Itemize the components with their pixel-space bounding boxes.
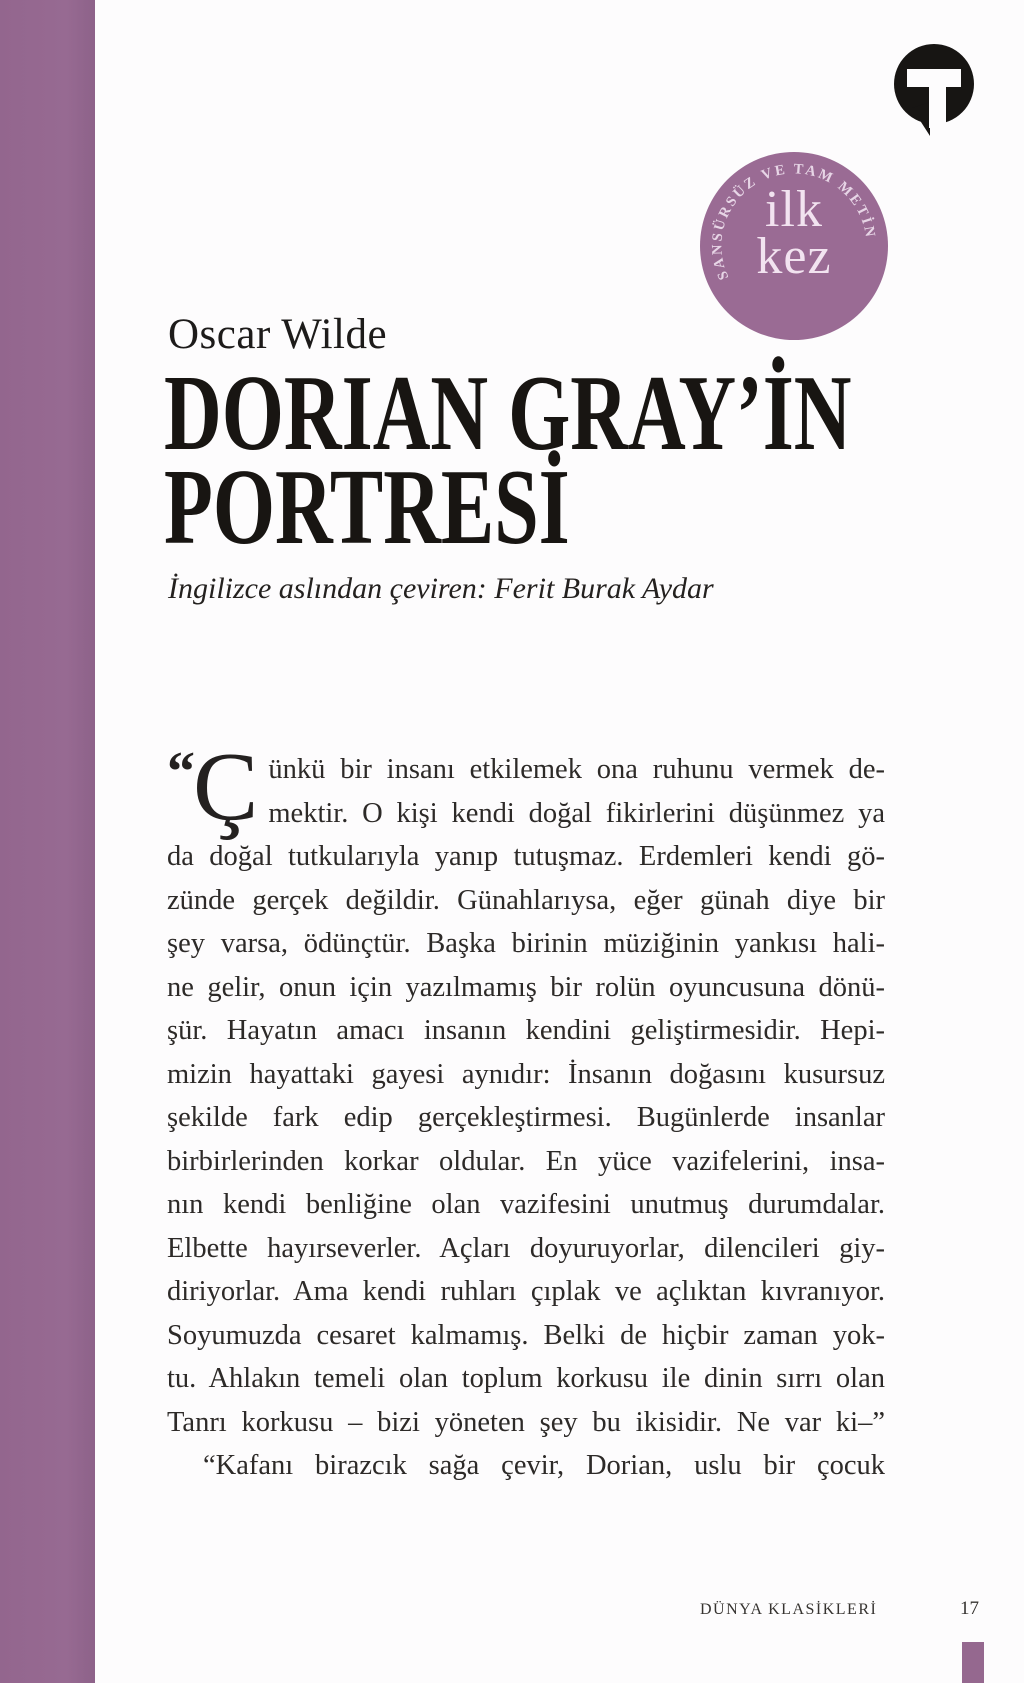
body-line: tu. Ahlakın temeli olan toplum korkusu ile dinin sırrı olan xyxy=(167,1363,885,1394)
body-line: şey varsa, ödünçtür. Başka birinin müziğinin yankısı hali- xyxy=(167,928,885,959)
drop-cap-letter: Ç xyxy=(193,733,259,841)
publisher-logo-icon xyxy=(892,42,976,138)
body-line: ne gelir, onun için yazılmamış bir rolün oyuncusuna dönü- xyxy=(167,971,885,1003)
spine-accent-bar xyxy=(0,0,95,1683)
body-line: birbirlerinden korkar oldular. En yüce vazifelerini, insa- xyxy=(167,1145,885,1177)
body-text-column xyxy=(167,733,885,1488)
book-title-line1: DORIAN GRAY’İN xyxy=(164,354,852,473)
body-line: Soyumuzda cesaret kalmamış. Belki de hiçbir zaman yok- xyxy=(167,1319,885,1351)
body-line: mizin hayattaki gayesi aynıdır: İnsanın doğasını kusursuz xyxy=(167,1058,885,1090)
page-number: 17 xyxy=(960,1598,979,1619)
body-line: Tanrı korkusu – bizi yöneten şey bu ikisidir. Ne var ki–” xyxy=(167,1406,885,1438)
body-line: şekilde fark edip gerçekleştirmesi. Bugünlerde insanlar xyxy=(167,1102,885,1133)
body-line: mektir. O kişi kendi doğal fikirlerini düşünmez ya xyxy=(268,797,885,829)
badge-line1: ilk xyxy=(765,181,823,238)
body-line: zünde gerçek değildir. Günahlarıysa, eğer günah diye bir xyxy=(167,884,885,916)
book-title-line2: PORTRESİ xyxy=(164,448,570,567)
series-name: DÜNYA KLASİKLERİ xyxy=(700,1601,878,1618)
author-name: Oscar Wilde xyxy=(168,311,388,358)
first-edition-badge xyxy=(700,152,888,340)
body-line: diriyorlar. Ama kendi ruhları çıplak ve açlıktan kıvranıyor. xyxy=(167,1276,885,1307)
translator-note: İngilizce aslından çeviren: Ferit Burak Aydar xyxy=(168,572,714,605)
badge-arc-text: SANSÜRSÜZ VE TAM METİN xyxy=(709,161,879,283)
body-line-indented: “Kafanı birazcık sağa çevir, Dorian, uslu bir çocuk xyxy=(203,1450,885,1481)
opening-quote-mark: “ xyxy=(167,741,191,803)
corner-tab-mark xyxy=(962,1642,984,1683)
badge-line2: kez xyxy=(756,228,832,285)
body-line: nın kendi benliğine olan vazifesini unutmuş durumdalar. xyxy=(167,1189,885,1220)
drop-cap-group xyxy=(167,733,259,841)
badge-center-text xyxy=(700,181,888,285)
body-line: Elbette hayırseverler. Açları doyuruyorlar, dilencileri giy- xyxy=(167,1232,885,1264)
body-line: ünkü bir insanı etkilemek ona ruhunu vermek de- xyxy=(268,754,885,785)
book-title xyxy=(164,354,852,567)
body-line: şür. Hayatın amacı insanın kendini geliştirmesidir. Hepi- xyxy=(167,1015,885,1046)
body-line: da doğal tutkularıyla yanıp tutuşmaz. Erdemleri kendi gö- xyxy=(167,841,885,872)
